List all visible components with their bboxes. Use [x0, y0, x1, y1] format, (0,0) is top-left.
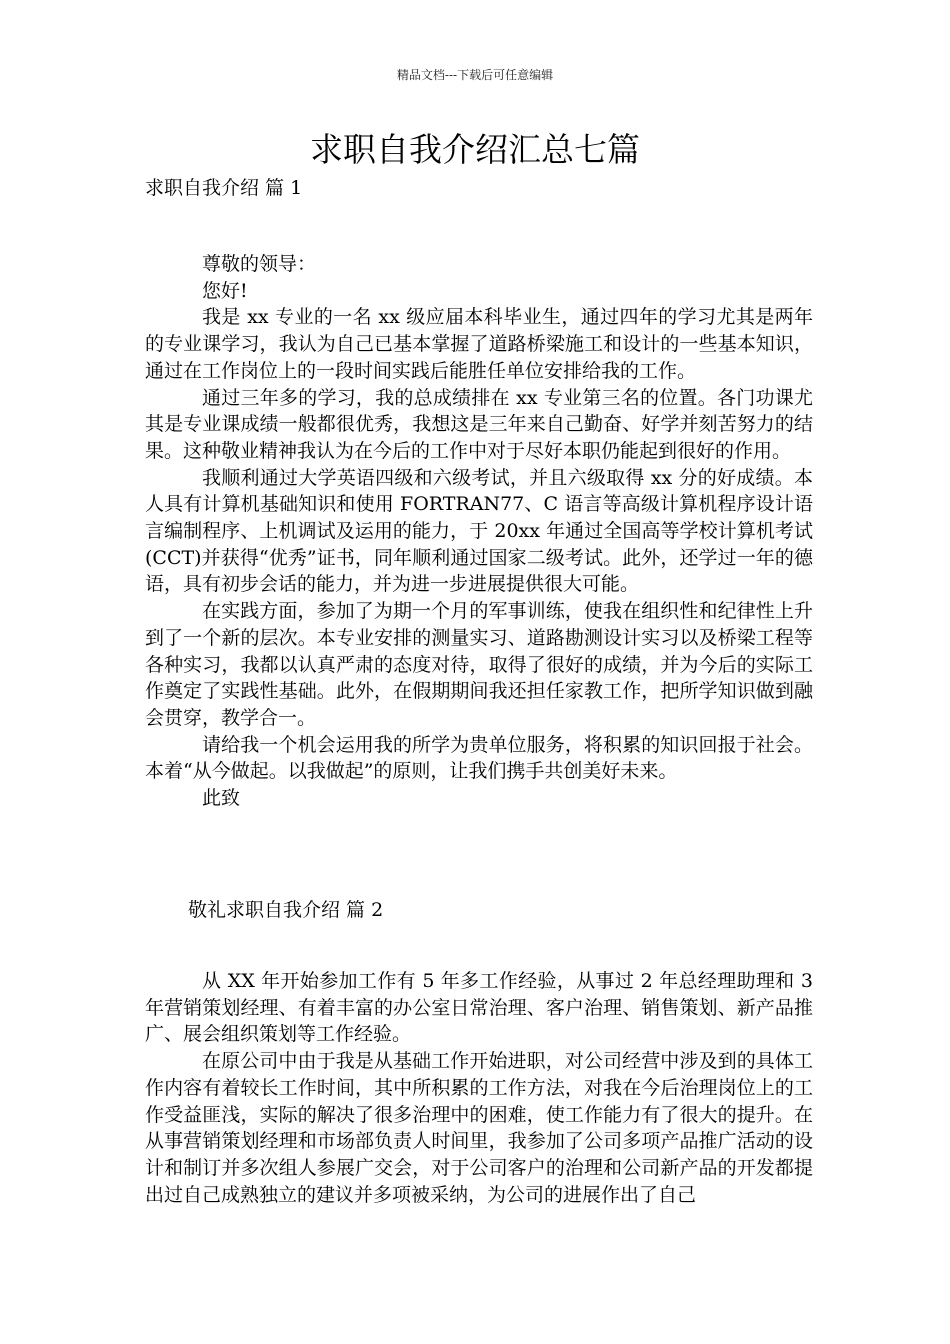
paragraph: 我是 xx 专业的一名 xx 级应届本科毕业生，通过四年的学习尤其是两年的专业课学习，我认为自己已基本掌握了道路桥梁施工和设计的一些基本知识，通过在工作岗位上的一段时间实践后能胜任单位安排给我的工作。	[145, 306, 813, 382]
paragraph: 从 XX 年开始参加工作有 5 年多工作经验，从事过 2 年总经理助理和 3 年营销策划经理、有着丰富的办公室日常治理、客户治理、销售策划、新产品推广、展会组织策划等工作经验。	[145, 970, 813, 1046]
greeting: 尊敬的领导：	[202, 253, 317, 275]
closing-line: 此致	[202, 787, 241, 810]
paragraph: 请给我一个机会运用我的所学为贵单位服务，将积累的知识回报于社会。本着“从今做起。以我做起”的原则，让我们携手共创美好未来。	[145, 733, 813, 783]
section-1-body	[145, 251, 813, 812]
paragraph: 在原公司中由于我是从基础工作开始进职，对公司经营中涉及到的具体工作内容有着较长工作时间，其中所积累的工作方法，对我在今后治理岗位上的工作受益匪浅，实际的解决了很多治理中的困难，使工作能力有了很大的提升。在从事营销策划经理和市场部负责人时间里，我参加了公司多项产品推广活动的设计和制订并多次组人参展广交会，对于公司客户的治理和公司新产品的开发都提出过自己成熟独立的建议并多项被采纳，为公司的进展作出了自己	[145, 1050, 813, 1206]
paragraph: 我顺利通过大学英语四级和六级考试，并且六级取得 xx 分的好成绩。本人具有计算机基础知识和使用 FORTRAN77、C 语言等高级计算机程序设计语言编制程序、上机调试及运用的能力，于 20xx 年通过全国高等学校计算机考试(CCT)并获得“优秀”证书，同年顺利通过国家二级考试。此外，还学过一年的德语，具有初步会话的能力，并为进一步进展提供很大可能。	[145, 466, 813, 596]
hello-line: 您好!	[202, 279, 248, 302]
header-note: 精品文档---下载后可任意编辑	[396, 68, 554, 82]
paragraph: 在实践方面，参加了为期一个月的军事训练，使我在组织性和纪律性上升到了一个新的层次。本专业安排的测量实习、道路勘测设计实习以及桥梁工程等各种实习，我都以认真严肃的态度对待，取得了很好的成绩，并为今后的实际工作奠定了实践性基础。此外，在假期期间我还担任家教工作，把所学知识做到融会贯穿，教学合一。	[145, 600, 813, 729]
section-1-heading: 求职自我介绍 篇 1	[145, 177, 303, 199]
section-2-body	[145, 968, 813, 1208]
paragraph: 通过三年多的学习，我的总成绩排在 xx 专业第三名的位置。各门功课尤其是专业课成绩一般都很优秀，我想这是三年来自己勤奋、好学并刻苦努力的结果。这种敬业精神我认为在今后的工作中对于尽好本职仍能起到很好的作用。	[145, 386, 813, 462]
section-2-heading: 敬礼求职自我介绍 篇 2	[188, 899, 384, 921]
document-title: 求职自我介绍汇总七篇	[310, 130, 640, 169]
